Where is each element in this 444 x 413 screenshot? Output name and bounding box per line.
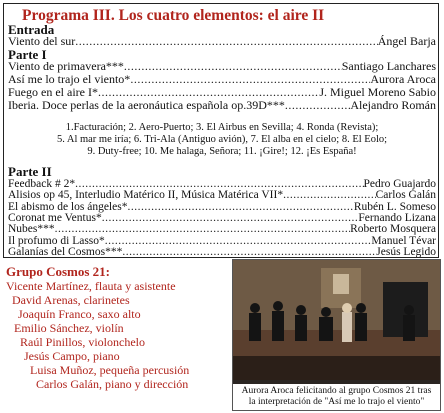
member-line: Luisa Muñoz, pequeña percusión bbox=[30, 363, 190, 377]
program-entry bbox=[8, 223, 436, 235]
work-title: El abismo de los ángeles* bbox=[8, 200, 128, 213]
program-entry bbox=[8, 178, 436, 190]
section-parte-2: Parte II bbox=[8, 164, 52, 179]
work-title: Galanías del Cosmos*** bbox=[8, 245, 123, 258]
composer-name: Manuel Tévar bbox=[371, 234, 436, 247]
program-entry bbox=[8, 235, 436, 247]
caption-line: la interpretación de "Así me lo trajo el viento" bbox=[248, 397, 425, 407]
work-title: Así me lo trajo el viento* bbox=[8, 72, 131, 86]
member-line: David Arenas, clarinetes bbox=[12, 293, 130, 307]
movement-list-line: 1.Facturación; 2. Aero-Puerto; 3. El Airbus en Sevilla; 4. Ronda (Revista); bbox=[65, 122, 379, 133]
composer-name: Ángel Barja bbox=[377, 34, 436, 48]
work-title: Nubes*** bbox=[8, 223, 55, 236]
composer-name: Pedro Guajardo bbox=[363, 178, 436, 190]
member-line: Raúl Pinillos, violonchelo bbox=[20, 335, 145, 349]
composer-name: Alejandro Román bbox=[350, 98, 436, 112]
composer-name: Santiago Lanchares bbox=[341, 59, 436, 73]
movement-list-line: 5. Al mar me iría; 6. Tri-Ala (Antiguo avión), 7. El alba en el cielo; 8. El Eolo; bbox=[56, 134, 388, 145]
composer-name: Fernando Lizana bbox=[358, 211, 436, 224]
composer-name: J. Miguel Moreno Sabio bbox=[319, 85, 436, 99]
member-line: Vicente Martínez, flauta y asistente bbox=[6, 279, 176, 293]
program-entry bbox=[8, 99, 436, 112]
dot-leader bbox=[75, 178, 363, 190]
dot-leader bbox=[285, 99, 350, 112]
composer-name: Rubén L. Someso bbox=[353, 200, 436, 213]
program-entry bbox=[8, 212, 436, 224]
caption-line: Aurora Aroca felicitando al grupo Cosmos 21 tras bbox=[241, 386, 432, 396]
work-title: Coronat me Ventus* bbox=[8, 211, 102, 224]
dot-leader bbox=[124, 60, 342, 73]
dot-leader bbox=[283, 189, 376, 201]
work-title: Viento de primavera*** bbox=[8, 59, 124, 73]
dot-leader bbox=[127, 201, 353, 213]
movement-list-line: 9. Duty-free; 10. Me halaga, Señora; 11. ¡Gire!; 12. ¡Es España! bbox=[87, 146, 357, 157]
member-line: Joaquín Franco, saxo alto bbox=[18, 307, 141, 321]
program-entry bbox=[8, 35, 436, 48]
composer-name: Roberto Mosquera bbox=[350, 223, 436, 236]
dot-leader bbox=[102, 212, 359, 224]
group-title: Grupo Cosmos 21: bbox=[6, 264, 111, 279]
dot-leader bbox=[105, 235, 372, 247]
work-title: Fuego en el aire I* bbox=[8, 85, 98, 99]
dot-leader bbox=[75, 35, 377, 48]
program-entry bbox=[8, 189, 436, 201]
member-line: Jesús Campo, piano bbox=[24, 349, 120, 363]
section-entrada: Entrada bbox=[8, 22, 55, 37]
dot-leader bbox=[55, 223, 350, 235]
work-title: Alisios op 45, Interludio Matérico II, Música Matérica VII* bbox=[8, 189, 284, 202]
composer-name: Aurora Aroca bbox=[370, 72, 436, 86]
work-title: Iberia. Doce perlas de la aeronáutica española op.39D*** bbox=[8, 98, 285, 112]
member-line: Emilio Sánchez, violín bbox=[14, 321, 124, 335]
composer-name: Carlos Galán bbox=[375, 189, 436, 202]
work-title: Il profumo di Lasso* bbox=[8, 234, 105, 247]
program-box bbox=[3, 3, 439, 258]
composer-name: Jesús Legido bbox=[376, 245, 436, 258]
spacer bbox=[3, 248, 439, 249]
program-entry bbox=[8, 201, 436, 213]
work-title: Feedback # 2* bbox=[8, 178, 76, 190]
work-title: Viento del sur bbox=[8, 34, 76, 48]
member-line: Carlos Galán, piano y dirección bbox=[36, 377, 189, 391]
program-title: Programa III. Los cuatro elementos: el aire II bbox=[22, 7, 325, 24]
section-parte-1: Parte I bbox=[8, 47, 47, 62]
